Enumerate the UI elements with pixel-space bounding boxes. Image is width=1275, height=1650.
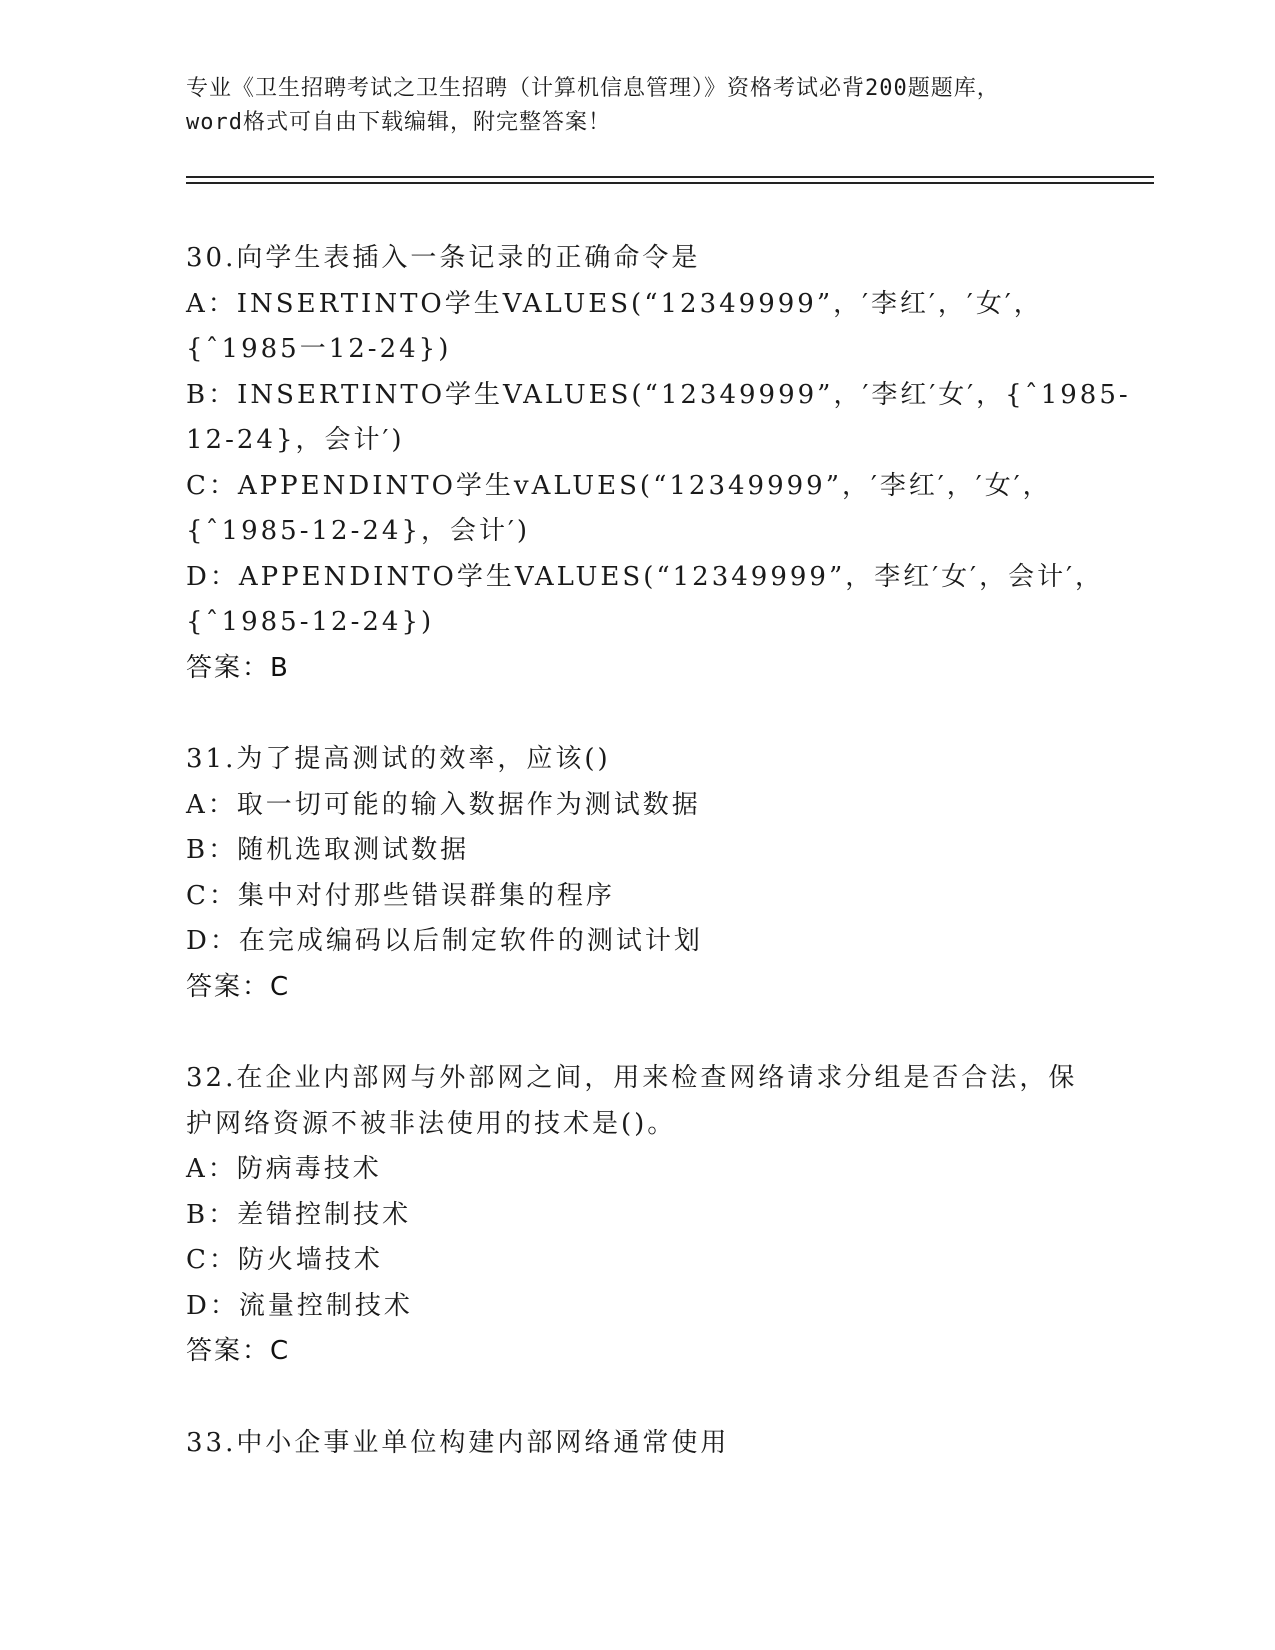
question-spacer [186,1010,1086,1056]
option-a: A：取一切可能的输入数据作为测试数据 [186,789,701,820]
question-stem: 32.在企业内部网与外部网之间，用来检查网络请求分组是否合法，保 [186,1063,1078,1093]
option-c: C：APPENDINTO学生vALUES(“12349999”，′李红′，′女′， [186,470,1052,501]
header-divider-bottom [186,182,1154,184]
option-d: D：在完成编码以后制定软件的测试计划 [186,926,703,956]
question-stem-continued: 护网络资源不被非法使用的技术是()。 [186,1108,677,1139]
option-a: A：INSERTINTO学生VALUES(“12349999”，′李红′，′女′， [186,288,1043,319]
question-30 [186,236,1131,691]
option-b: B：差错控制技术 [186,1199,412,1230]
question-spacer [186,1375,1086,1421]
option-a-continued: {ˆ1985一12-24}) [186,334,452,364]
option-b: B：随机选取测试数据 [186,835,470,865]
answer-label: 答案：B [186,652,290,683]
option-d: D：APPENDINTO学生VALUES(“12349999”，李红′女′，会计′， [186,561,1104,592]
header-title-line-2: word格式可自由下载编辑，附完整答案！ [186,110,611,135]
option-a: A：防病毒技术 [186,1154,382,1184]
option-c: C：集中对付那些错误群集的程序 [186,880,615,911]
question-32 [186,1056,1086,1375]
option-c: C：防火墙技术 [186,1245,383,1275]
question-stem: 33.中小企事业单位构建内部网络通常使用 [186,1427,730,1458]
option-b-continued: 12-24}，会计′) [186,425,405,455]
question-33 [186,1421,1086,1467]
document-header [186,72,1086,140]
option-b: B：INSERTINTO学生VALUES(“12349999”，′李红′女′，{ˆ1985- [186,379,1131,410]
header-title-line-1: 专业《卫生招聘考试之卫生招聘（计算机信息管理）》资格考试必背200题题库， [186,76,1000,101]
option-c-continued: {ˆ1985-12-24}，会计′) [186,516,531,546]
option-d-continued: {ˆ1985-12-24}) [186,607,435,637]
option-d: D：流量控制技术 [186,1290,413,1321]
question-stem: 31.为了提高测试的效率，应该() [186,744,611,774]
question-list [186,236,1131,1466]
question-spacer [186,691,1086,737]
header-divider-top [186,176,1154,178]
answer-label: 答案：C [186,971,291,1002]
answer-label: 答案：C [186,1336,291,1366]
question-31 [186,737,1086,1010]
question-stem: 30.向学生表插入一条记录的正确命令是 [186,243,701,273]
